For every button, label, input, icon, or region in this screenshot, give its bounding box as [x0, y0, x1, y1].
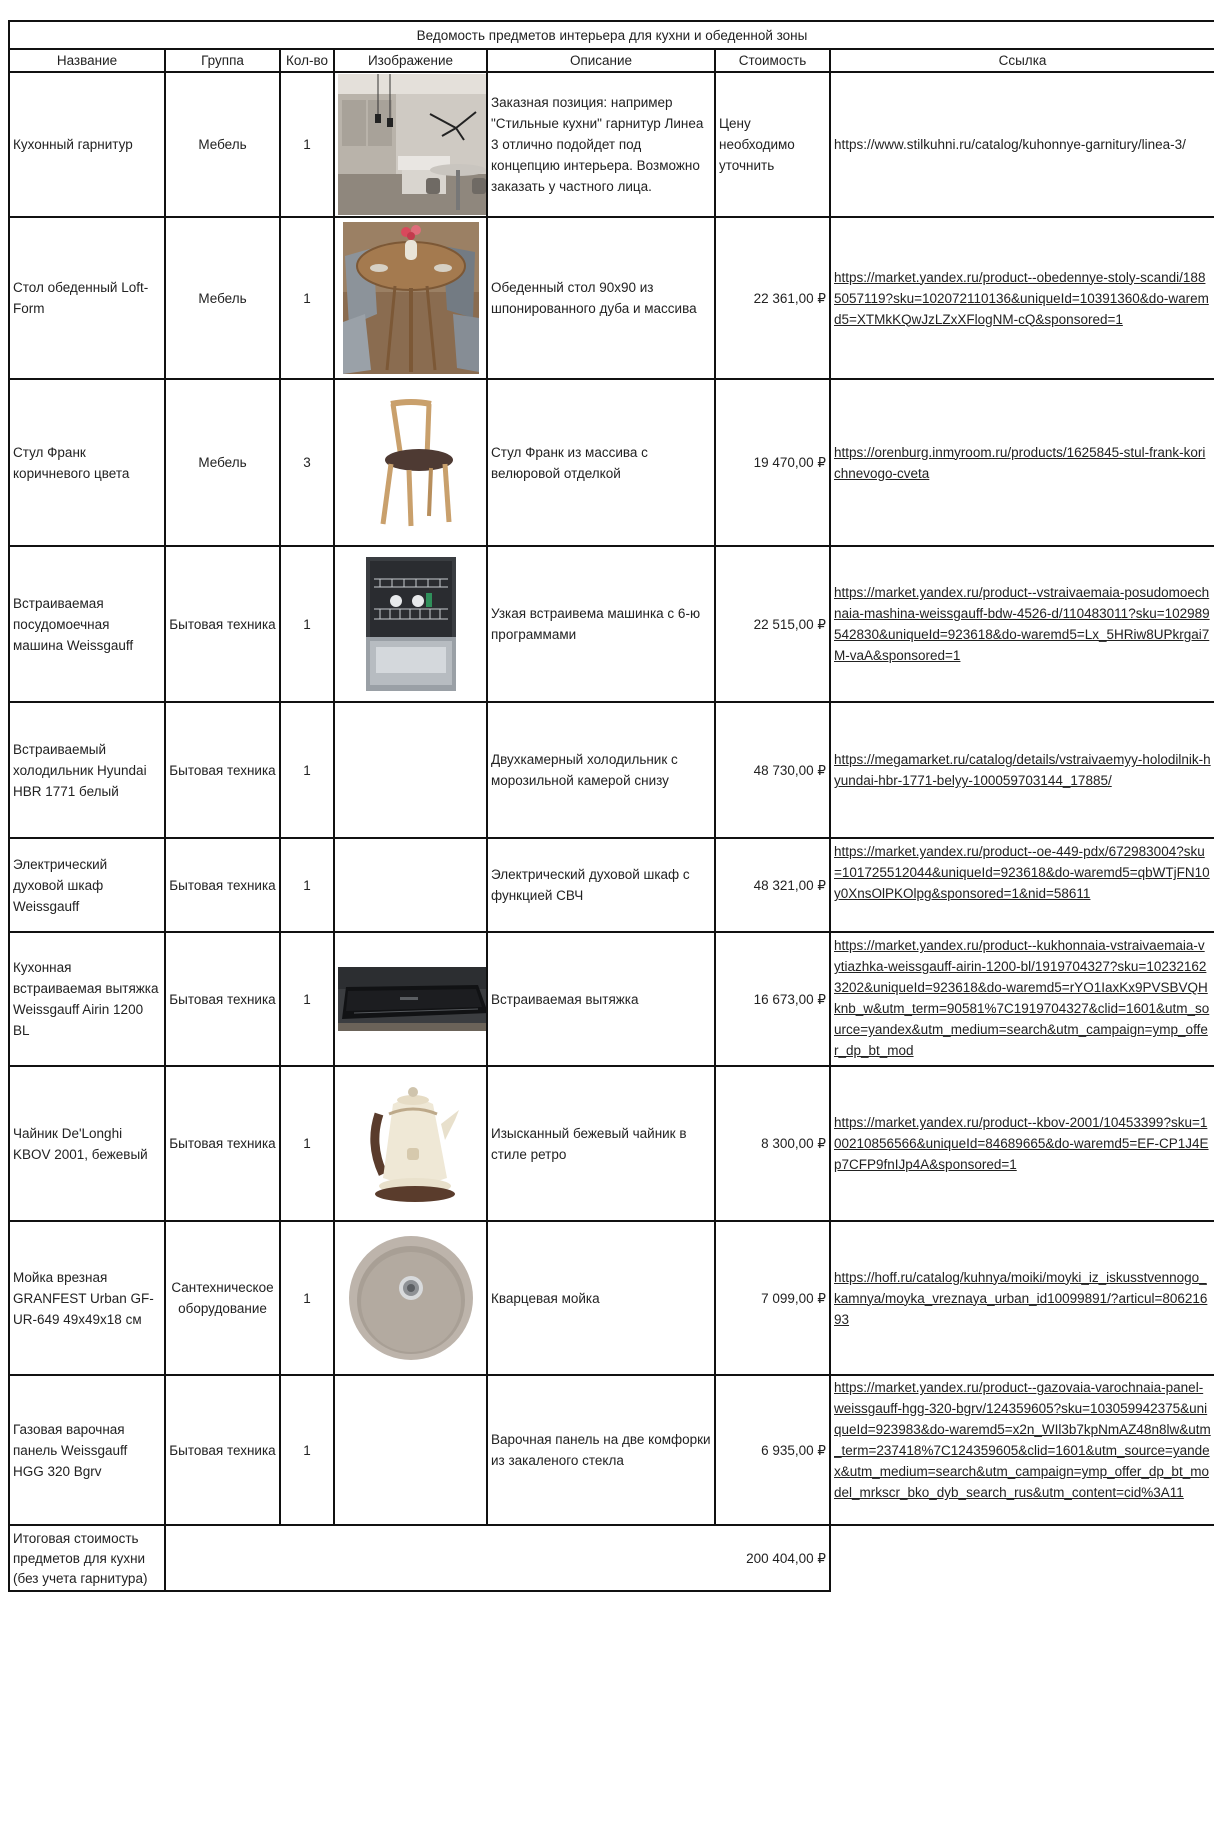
item-name: Стол обеденный Loft-Form: [9, 217, 165, 379]
table-row: [9, 217, 1214, 379]
item-group: Бытовая техника: [165, 838, 280, 932]
item-qty: 1: [280, 932, 334, 1066]
item-group: Бытовая техника: [165, 546, 280, 702]
column-header-name: Название: [9, 49, 165, 72]
item-link[interactable]: [830, 546, 1214, 702]
sink-photo: [334, 1221, 487, 1375]
item-description: Варочная панель на две комфорки из закаленого стекла: [487, 1375, 715, 1525]
item-link-text[interactable]: https://orenburg.inmyroom.ru/products/1625845-stul-frank-korichnevogo-cveta: [834, 444, 1206, 481]
item-price: 6 935,00 ₽: [715, 1375, 830, 1525]
item-link[interactable]: [830, 838, 1214, 932]
item-price: 8 300,00 ₽: [715, 1066, 830, 1221]
item-link[interactable]: [830, 702, 1214, 838]
item-price: 22 361,00 ₽: [715, 217, 830, 379]
total-row: [9, 1525, 1214, 1591]
column-header-qty: Кол-во: [280, 49, 334, 72]
column-header-description: Описание: [487, 49, 715, 72]
table-row: [9, 546, 1214, 702]
item-link[interactable]: [830, 932, 1214, 1066]
item-description: Стул Франк из массива с велюровой отделкой: [487, 379, 715, 546]
item-group: Сантехническое оборудование: [165, 1221, 280, 1375]
inventory-sheet: [8, 20, 1214, 1592]
table-row: [9, 932, 1214, 1066]
inventory-table: [8, 20, 1214, 1592]
item-link-text[interactable]: https://megamarket.ru/catalog/details/vstraivaemyy-holodilnik-hyundai-hbr-1771-belyy-100059703144_17885/: [834, 752, 1211, 788]
item-description: Кварцевая мойка: [487, 1221, 715, 1375]
image-cell-empty: [334, 702, 487, 838]
dining-table-photo: [334, 217, 487, 379]
item-price: Цену необходимо уточнить: [715, 72, 830, 217]
item-group: Бытовая техника: [165, 702, 280, 838]
item-name: Кухонный гарнитур: [9, 72, 165, 217]
item-name: Электрический духовой шкаф Weissgauff: [9, 838, 165, 932]
item-description: Изысканный бежевый чайник в стиле ретро: [487, 1066, 715, 1221]
column-header-group: Группа: [165, 49, 280, 72]
table-row: [9, 1375, 1214, 1525]
item-qty: 1: [280, 72, 334, 217]
item-link[interactable]: [830, 1066, 1214, 1221]
item-price: 16 673,00 ₽: [715, 932, 830, 1066]
item-qty: 1: [280, 702, 334, 838]
column-header-link: Ссылка: [830, 49, 1214, 72]
total-row-spacer: [830, 1525, 1214, 1591]
table-row: [9, 72, 1214, 217]
total-label: Итоговая стоимость предметов для кухни (без учета гарнитура): [9, 1525, 165, 1591]
item-name: Встраиваемая посудомоечная машина Weissgauff: [9, 546, 165, 702]
kettle-photo: [334, 1066, 487, 1221]
item-group: Мебель: [165, 217, 280, 379]
item-name: Встраиваемый холодильник Hyundai HBR 1771 белый: [9, 702, 165, 838]
item-qty: 1: [280, 838, 334, 932]
item-group: Бытовая техника: [165, 932, 280, 1066]
table-row: [9, 1066, 1214, 1221]
item-group: Мебель: [165, 379, 280, 546]
item-qty: 1: [280, 1221, 334, 1375]
item-name: Мойка врезная GRANFEST Urban GF-UR-649 49х49х18 см: [9, 1221, 165, 1375]
table-row: [9, 379, 1214, 546]
item-description: Узкая встраивема машинка с 6-ю программами: [487, 546, 715, 702]
item-group: Бытовая техника: [165, 1066, 280, 1221]
kitchen-set-photo: [334, 72, 487, 217]
total-value: 200 404,00 ₽: [165, 1525, 830, 1591]
item-name: Кухонная встраиваемая вытяжка Weissgauff Airin 1200 BL: [9, 932, 165, 1066]
item-link-text[interactable]: https://market.yandex.ru/product--kukhonnaia-vstraivaemaia-vytiazhka-weissgauff-airin-1200-bl/1919704327?sku=102321623202&uniqueId=923618&do-waremd5=rYO1IaxKx9PVSBVQHknb_w&utm_term=90581%7C1919704327&clid=1601&utm_source=yandex&utm_medium=search&utm_campaign=ymp_offer_dp_bt_mod: [834, 938, 1210, 1058]
item-link-text[interactable]: https://hoff.ru/catalog/kuhnya/moiki/moyki_iz_iskusstvennogo_kamnya/moyka_vreznaya_urban_id10099891/?articul=80621693: [834, 1269, 1208, 1327]
item-link[interactable]: [830, 1375, 1214, 1525]
item-qty: 1: [280, 1375, 334, 1525]
item-description: Заказная позиция: например "Стильные кухни" гарнитур Линеа 3 отлично подойдет под концепцию интерьера. Возможно заказать у частного лица.: [487, 72, 715, 217]
item-qty: 1: [280, 546, 334, 702]
item-description: Электрический духовой шкаф с функцией СВЧ: [487, 838, 715, 932]
image-cell-empty: [334, 838, 487, 932]
item-link[interactable]: [830, 72, 1214, 217]
dishwasher-photo: [334, 546, 487, 702]
table-row: [9, 702, 1214, 838]
item-description: Двухкамерный холодильник с морозильной камерой снизу: [487, 702, 715, 838]
item-link-text[interactable]: https://market.yandex.ru/product--vstraivaemaia-posudomoechnaia-mashina-weissgauff-bdw-4526-d/110483011?sku=102989542830&uniqueId=923618&do-waremd5=Lx_5HRiw8UPkrgai7M-vaA&sponsored=1: [834, 585, 1210, 663]
item-price: 48 321,00 ₽: [715, 838, 830, 932]
image-cell-empty: [334, 1375, 487, 1525]
item-link-text[interactable]: https://market.yandex.ru/product--obedennye-stoly-scandi/1885057119?sku=102072110136&uniqueId=10391360&do-waremd5=XTMkKQwJzLZxXFlogNM-cQ&sponsored=1: [834, 269, 1209, 327]
item-link[interactable]: [830, 1221, 1214, 1375]
item-group: Мебель: [165, 72, 280, 217]
hood-photo: [334, 932, 487, 1066]
item-name: Газовая варочная панель Weissgauff HGG 320 Bgrv: [9, 1375, 165, 1525]
item-link-text[interactable]: https://market.yandex.ru/product--oe-449-pdx/672983004?sku=101725512044&uniqueId=923618&do-waremd5=qbWTjFN10y0XnsOlPKOlpg&sponsored=1&nid=58611: [834, 844, 1210, 901]
chair-photo: [334, 379, 487, 546]
column-header-image: Изображение: [334, 49, 487, 72]
item-price: 19 470,00 ₽: [715, 379, 830, 546]
item-name: Стул Франк коричневого цвета: [9, 379, 165, 546]
item-name: Чайник De'Longhi KBOV 2001, бежевый: [9, 1066, 165, 1221]
item-description: Обеденный стол 90х90 из шпонированного дуба и массива: [487, 217, 715, 379]
column-header-price: Стоимость: [715, 49, 830, 72]
item-link[interactable]: [830, 217, 1214, 379]
item-qty: 1: [280, 1066, 334, 1221]
item-price: 22 515,00 ₽: [715, 546, 830, 702]
item-price: 7 099,00 ₽: [715, 1221, 830, 1375]
item-group: Бытовая техника: [165, 1375, 280, 1525]
item-qty: 1: [280, 217, 334, 379]
item-link-text[interactable]: https://www.stilkuhni.ru/catalog/kuhonnye-garnitury/linea-3/: [834, 137, 1186, 152]
item-link-text[interactable]: https://market.yandex.ru/product--gazovaia-varochnaia-panel-weissgauff-hgg-320-bgrv/124359605?sku=103059942375&uniqueId=923983&do-waremd5=x2n_WIl3b7kpNmAZ48n8lw&utm_term=237418%7C124359605&clid=1601&utm_source=yandex&utm_medium=search&utm_campaign=ymp_offer_dp_bt_model_mrkscr_bko_dyb_search_rus&utm_content=cid%3A11: [834, 1380, 1211, 1500]
item-qty: 3: [280, 379, 334, 546]
table-title: Ведомость предметов интерьера для кухни и обеденной зоны: [9, 21, 1214, 49]
item-price: 48 730,00 ₽: [715, 702, 830, 838]
table-row: [9, 838, 1214, 932]
table-row: [9, 1221, 1214, 1375]
item-link-text[interactable]: https://market.yandex.ru/product--kbov-2001/10453399?sku=100210856566&uniqueId=84689665&do-waremd5=EF-CP1J4Ep7CFP9fnIJp4A&sponsored=1: [834, 1115, 1209, 1172]
item-description: Встраиваемая вытяжка: [487, 932, 715, 1066]
item-link[interactable]: [830, 379, 1214, 546]
